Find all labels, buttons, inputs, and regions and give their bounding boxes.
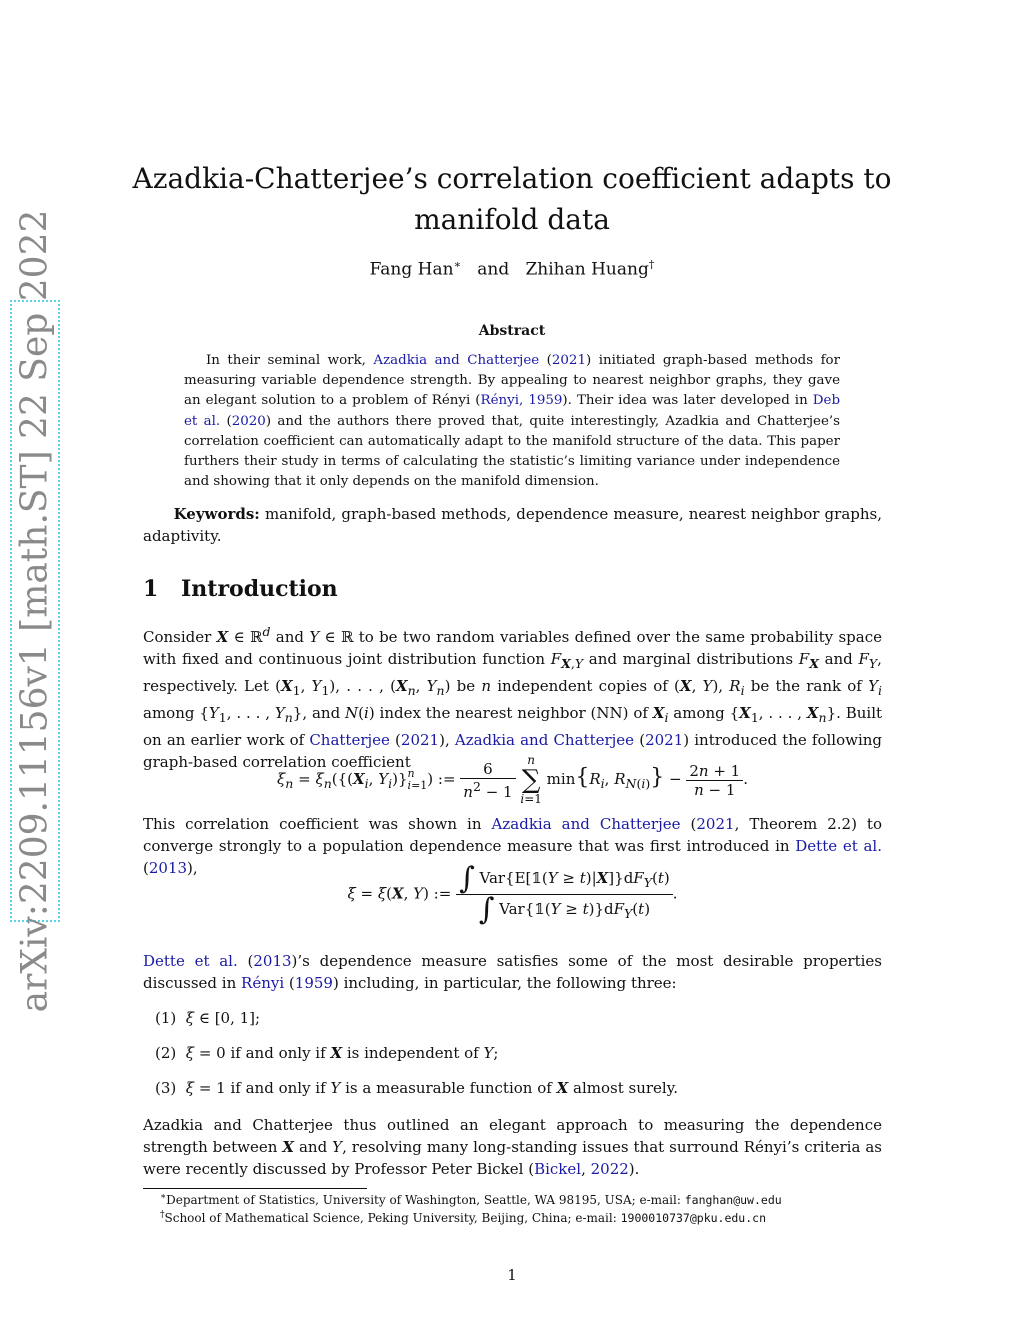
email-link[interactable]: 1900010737@pku.edu.cn bbox=[620, 1211, 767, 1225]
text: almost surely. bbox=[573, 1079, 678, 1097]
intro-paragraph-4: Azadkia and Chatterjee thus outlined an elegant approach to measuring the dependence strength between X and Y, resolving many long-standing issues that surround Rényi’s criteria as were recently discussed by Professor Peter Bickel (Bickel, 2022). bbox=[143, 1116, 882, 1178]
keywords-text: manifold, graph-based methods, dependence measure, nearest neighbor graphs, adaptivity. bbox=[143, 505, 883, 545]
text: introduced the following graph-based correlation coefficient bbox=[143, 731, 883, 771]
text: , and bbox=[302, 704, 341, 722]
intro-paragraph-1: Consider X ∈ ℝ$^d$ and Y ∈ ℝ to be two random variables defined over the same probability space with fixed and continuous joint distribution function $F_{X,Y}$ and marginal distributions $F_X$ and $F_Y$, respectively. Let ($X_1$, $Y_1$), . . . , ($X_n$, $Y_n$) be n independent copies of (X, Y), $R_i$ be the rank of $Y_i$ among {$Y_1$, . . . , $Y_n$}, and N(i) index the nearest neighbor (NN) of $X_i$ among {$X_1$, . . . , $X_n$}. Built on an earlier work of Chatterjee (2021), Azadkia and Chatterjee (2021) introduced the following graph-based correlation coefficient bbox=[143, 624, 883, 771]
page-number: 1 bbox=[507, 1266, 517, 1284]
text: independent copies of bbox=[497, 677, 668, 695]
abstract-body: In their seminal work, Azadkia and Chatterjee (2021) initiated graph-based methods for measuring variable dependence strength. By appealing to nearest neighbor graphs, they gave an elegant solution to a problem of Rényi (Rényi, 1959). Their idea was later developed in Deb et al. (2020) and the authors there proved that, quite interestingly, Azadkia and Chatterjee’s correlation coefficient can automatically adapt to the manifold structure of the data. This paper furthers their study in terms of calculating the statistic’s limiting variance under independence and showing that it only depends on the manifold dimension. bbox=[184, 353, 841, 490]
citation-year-link[interactable]: 2021 bbox=[645, 731, 684, 749]
equation-xi: ξ = ξ(X, Y) := $\frac{\int Var\{E[𝟙(Y \ge t)|X]\}dF_Y(t)}{\int Var\{𝟙(Y \ge t)\}dF_Y(t)}$ . bbox=[347, 861, 678, 927]
text: index the nearest neighbor (NN) of bbox=[379, 704, 648, 722]
text: among bbox=[673, 704, 725, 722]
citation-year-link[interactable]: 2021 bbox=[400, 731, 440, 749]
text: to be two random variables defined over the same probability space with fixed and continuous joint distribution function bbox=[143, 628, 882, 668]
citation-link[interactable]: Dette et al. bbox=[143, 952, 238, 970]
list-item: (2) ξ = 0 if and only if X is independent of Y; bbox=[155, 1044, 499, 1062]
author-2: Zhihan Huang bbox=[525, 259, 649, 280]
citation-link[interactable]: Dette et al. bbox=[795, 837, 882, 855]
text: and bbox=[298, 1138, 328, 1156]
citation-link[interactable]: Chatterjee bbox=[309, 731, 390, 749]
footnote-text: Department of Statistics, University of Washington, Seattle, WA 98195, USA; e-mail: bbox=[166, 1193, 681, 1207]
list-item: (3) ξ = 1 if and only if Y is a measurable function of X almost surely. bbox=[155, 1079, 678, 1097]
text: and bbox=[275, 628, 305, 646]
footnote-1 bbox=[160, 1192, 782, 1207]
abstract-text: initiated graph-based methods for measuring variable dependence strength. By appealing to nearest neighbor graphs, they gave an elegant solution to a problem of Rényi ( bbox=[184, 353, 841, 409]
text: , Theorem 2.2) to converge strongly to a population dependence measure that was first introduced in bbox=[143, 815, 882, 855]
footnote-text: School of Mathematical Science, Peking University, Beijing, China; e-mail: bbox=[164, 1211, 617, 1225]
citation-link[interactable]: Azadkia and Chatterjee bbox=[373, 353, 540, 368]
text: ). bbox=[628, 1160, 640, 1178]
text: if and only if bbox=[230, 1044, 326, 1062]
author-1-mark[interactable]: ∗ bbox=[453, 258, 462, 271]
text: Consider bbox=[143, 628, 212, 646]
text: if and only if bbox=[230, 1079, 326, 1097]
text: , resolving many long-standing issues that surround Rényi’s criteria as were recently discussed by Professor Peter Bickel ( bbox=[143, 1138, 882, 1178]
text: ’s dependence measure satisfies some of the most desirable properties discussed in bbox=[143, 952, 882, 992]
author-and: and bbox=[477, 259, 510, 280]
abstract-text: In their seminal work, bbox=[206, 353, 366, 368]
footnote-mark: ∗ bbox=[160, 1192, 167, 1202]
author-1: Fang Han bbox=[369, 259, 454, 280]
text: be the rank of bbox=[750, 677, 862, 695]
arxiv-stamp-text: arXiv:2209.11156v1 [math.ST] 22 Sep 2022 bbox=[14, 209, 56, 1013]
text: , respectively. Let bbox=[143, 650, 882, 695]
author-2-mark[interactable]: † bbox=[648, 258, 655, 271]
abstract-text: ). Their idea was later developed in bbox=[562, 393, 808, 409]
keywords-label: Keywords: bbox=[173, 505, 260, 523]
section-title: Introduction bbox=[181, 576, 338, 602]
intro-paragraph-2: This correlation coefficient was shown in Azadkia and Chatterjee (2021, Theorem 2.2) to converge strongly to a population dependence measure that was first introduced in Dette et al. (2013), bbox=[143, 815, 882, 877]
paper-title: Azadkia-Chatterjee’s correlation coefficient adapts to manifold data bbox=[132, 162, 892, 236]
section-number: 1 bbox=[143, 576, 159, 602]
citation-year-link[interactable]: 1959 bbox=[294, 974, 333, 992]
text: . Built on an earlier work of bbox=[143, 704, 883, 749]
list-item-label: (3) bbox=[155, 1079, 177, 1097]
text: including, in particular, the following three: bbox=[343, 974, 677, 992]
email-link[interactable]: fanghan@uw.edu bbox=[684, 1193, 782, 1207]
text: and bbox=[824, 650, 853, 668]
arxiv-stamp[interactable] bbox=[10, 209, 60, 1013]
citation-link[interactable]: Deb et al. bbox=[184, 393, 841, 429]
citation-link[interactable]: Azadkia and Chatterjee bbox=[491, 815, 681, 833]
list-item-label: (1) bbox=[155, 1009, 177, 1027]
abstract-heading: Abstract bbox=[478, 323, 546, 339]
author-line bbox=[130, 258, 894, 280]
text: is independent of bbox=[346, 1044, 479, 1062]
abstract-text: and the authors there proved that, quite interestingly, Azadkia and Chatterjee’s correlation coefficient can automatically adapt to the manifold structure of the data. This paper furthers their study in terms of calculating the statistic’s limiting variance under independence and showing that it only depends on the manifold dimension. bbox=[184, 413, 841, 490]
list-item-label: (2) bbox=[155, 1044, 177, 1062]
intro-paragraph-3: Dette et al. (2013)’s dependence measure satisfies some of the most desirable properties discussed in Rényi (1959) including, in particular, the following three: bbox=[143, 952, 882, 992]
citation-year-link[interactable]: 2013 bbox=[253, 952, 292, 970]
equation-xi-n: $\xi_n = \xi_n(\{(X_i$, $Y_i)\}n$ i=1) := $\frac{6}{n^2 - 1}$ n ∑ i=1 $\min\{R_i$, $R_{N(i)}$} − $\frac{2n + 1}{n - 1}$ . bbox=[277, 753, 748, 806]
footnote-rule bbox=[143, 1188, 367, 1189]
footnote-mark: † bbox=[160, 1210, 165, 1220]
citation-year-link[interactable]: 2013 bbox=[148, 859, 188, 877]
citation-link[interactable]: Rényi bbox=[241, 974, 285, 992]
citation-year-link[interactable]: 2022 bbox=[590, 1160, 629, 1178]
list-item: (1) ξ ∈ [0, 1]; bbox=[155, 1009, 261, 1027]
citation-year-link[interactable]: 2021 bbox=[696, 815, 735, 833]
section-heading bbox=[143, 576, 338, 602]
text: among bbox=[143, 704, 195, 722]
text: and marginal distributions bbox=[588, 650, 794, 668]
text: is a measurable function of bbox=[345, 1079, 552, 1097]
citation-link[interactable]: Rényi, 1959 bbox=[480, 393, 563, 409]
footnote-2 bbox=[160, 1210, 766, 1225]
text: Azadkia and Chatterjee thus outlined an elegant approach to measuring the dependence strength between bbox=[143, 1116, 882, 1156]
citation-link[interactable]: Azadkia and Chatterjee bbox=[454, 731, 635, 749]
citation-link[interactable]: Bickel bbox=[534, 1160, 582, 1178]
keywords bbox=[143, 503, 882, 547]
citation-year-link[interactable]: 2020 bbox=[231, 413, 266, 429]
citation-year-link[interactable]: 2021 bbox=[551, 353, 586, 368]
text: This correlation coefficient was shown in bbox=[143, 815, 482, 833]
text: be bbox=[456, 677, 476, 695]
